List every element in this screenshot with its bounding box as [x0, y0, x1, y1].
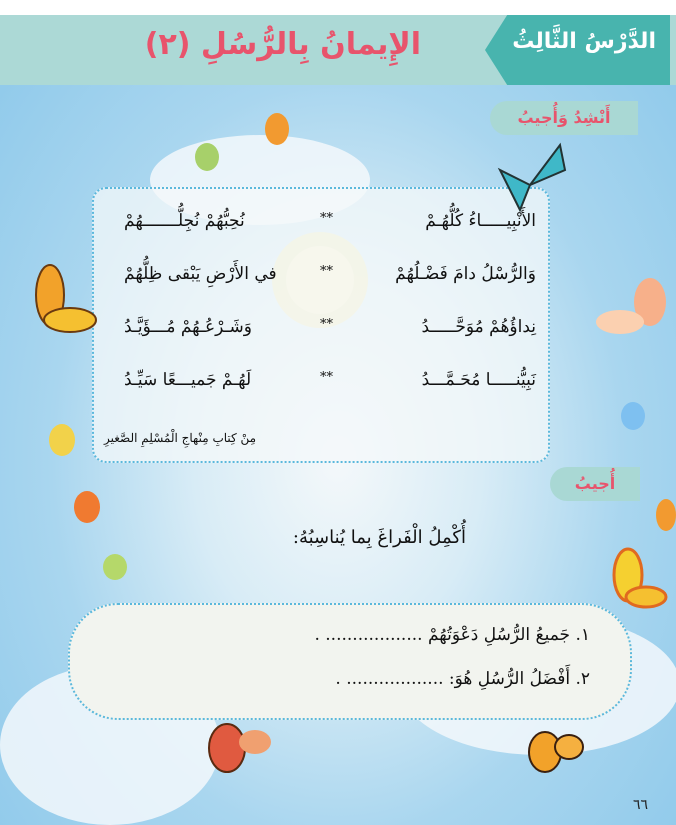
page-number: ٦٦: [632, 797, 648, 813]
verse-separator: **: [320, 370, 333, 385]
verse-second-half: في الأَرْضِ يَبْقى ظِلُّهُمْ: [124, 264, 277, 284]
answers-box: [68, 603, 632, 720]
verse-second-half: نُحِبُّهُمْ نُجِلُّـــــــهُمْ: [124, 211, 245, 231]
verse-first-half: نَبِيُّنـــــا مُحَـمَّـــدُ: [421, 370, 536, 390]
poem-source: مِنْ كِتابِ مِنْهاجِ الْمُسْلِمِ الصَّغيرِ: [104, 431, 257, 445]
verse-second-half: لَهُـمْ جَميـــعًا سَيِّـدُ: [124, 370, 252, 390]
butterfly-icon: [490, 140, 570, 225]
butterfly-icon: [20, 260, 100, 350]
butterfly-icon: [192, 139, 222, 175]
page-title: الإِيمانُ بِالرُّسُلِ (٢): [144, 27, 421, 62]
butterfly-icon: [652, 495, 676, 535]
poem-box: [92, 187, 550, 463]
verse-first-half: الأَنْبِيـــــاءُ كُلُّهُـمْ: [425, 211, 536, 231]
question-1[interactable]: ١. جَميعُ الرُّسُلِ دَعْوَتُهُمْ .................. .: [314, 625, 590, 645]
butterfly-icon: [70, 487, 104, 527]
butterfly-icon: [595, 277, 675, 347]
lesson-header: [0, 15, 676, 85]
butterfly-icon: [525, 727, 585, 782]
section-label-answer: أُجيبُ: [550, 467, 640, 501]
butterfly-icon: [45, 420, 79, 460]
butterfly-icon: [618, 398, 648, 434]
butterfly-icon: [262, 111, 292, 147]
verse-separator: **: [320, 211, 333, 226]
verse-first-half: نِداؤُهُمْ مُوَحَّـــــدُ: [421, 317, 536, 337]
verse-separator: **: [320, 317, 333, 332]
verse-second-half: وَشَـرْعُـهُمْ مُـــؤَيَّـدُ: [124, 317, 252, 337]
exercise-instruction: أُكْمِلُ الْفَراغَ بِما يُناسِبُهُ:: [292, 527, 466, 548]
verse-separator: **: [320, 264, 333, 279]
textbook-page: [0, 15, 676, 825]
question-2[interactable]: ٢. أَفْضَلُ الرُّسُلِ هُوَ: .................. .: [335, 669, 590, 689]
lesson-label: الدَّرْسُ الثَّالِثُ: [512, 29, 656, 54]
butterfly-icon: [100, 550, 130, 584]
verse-first-half: وَالرُّسْلُ دامَ فَضْـلُهُمْ: [395, 264, 536, 284]
butterfly-icon: [598, 545, 668, 615]
butterfly-icon: [205, 720, 275, 780]
section-label-recite: أَنْشِدُ وَأُجيبُ: [490, 101, 638, 135]
